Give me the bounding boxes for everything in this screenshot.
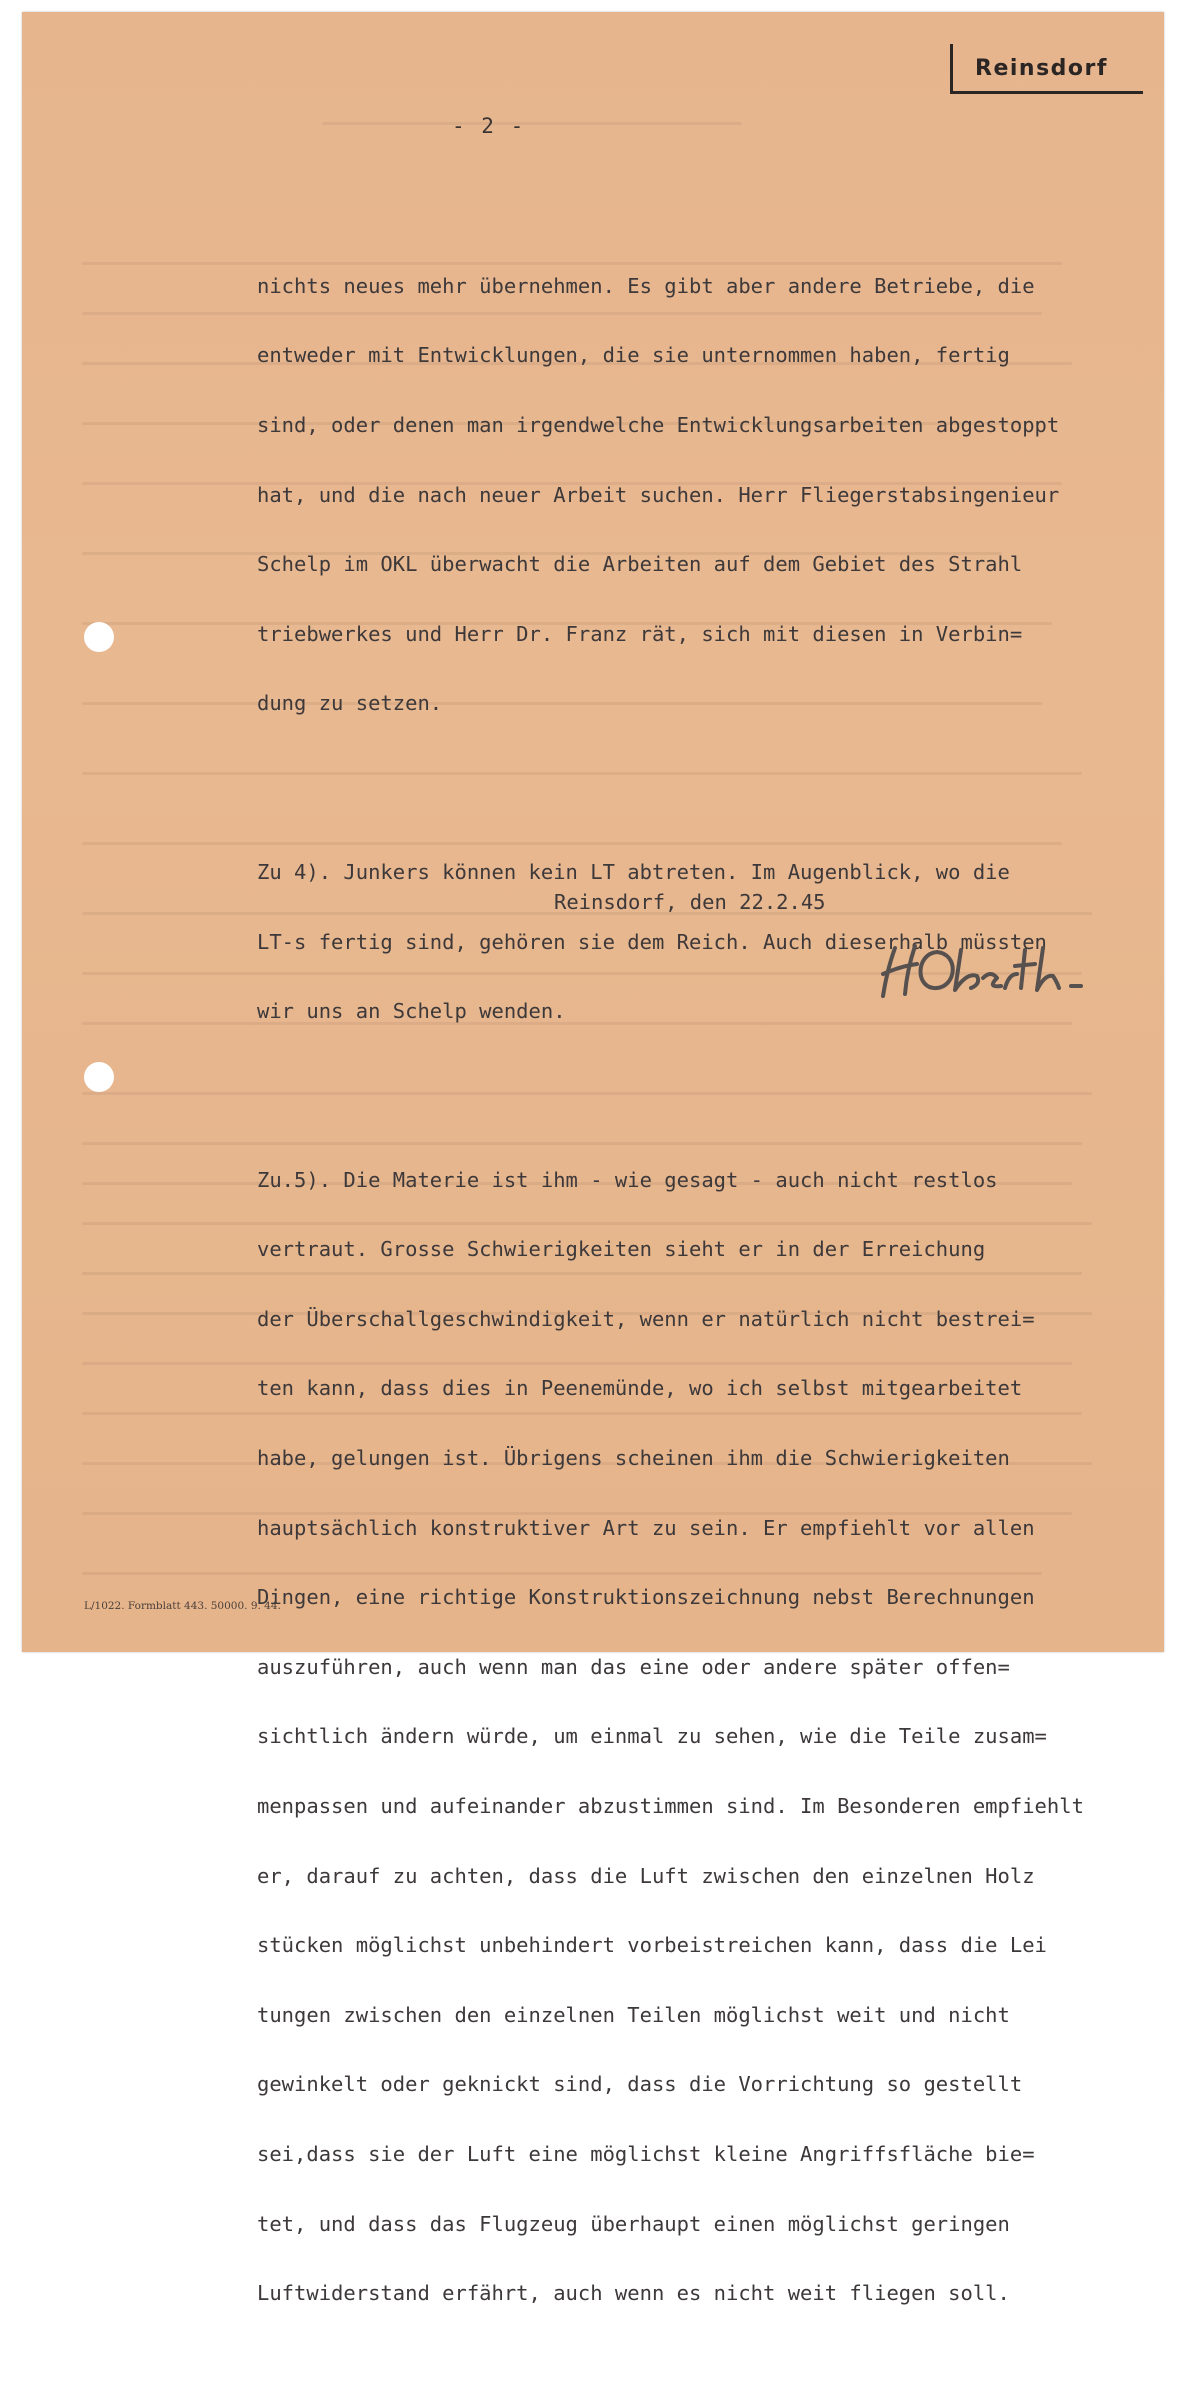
text-line: sichtlich ändern würde, um einmal zu sehen, wie die Teile zusam= <box>257 1724 1047 1749</box>
text-line: dung zu setzen. <box>257 691 443 716</box>
punch-hole-top <box>84 622 114 652</box>
text-line: Zu 4). Junkers können kein LT abtreten. Im Augenblick, wo die <box>257 859 1010 884</box>
text-line: der Überschallgeschwindigkeit, wenn er natürlich nicht bestrei= <box>257 1306 1035 1331</box>
text-line: nichts neues mehr übernehmen. Es gibt aber andere Betriebe, die <box>257 273 1035 298</box>
text-line: tet, und dass das Flugzeug überhaupt einen möglichst geringen <box>257 2211 1010 2236</box>
text-line: stücken möglichst unbehindert vorbeistreichen kann, dass die Lei <box>257 1933 1047 1958</box>
text-line: hat, und die nach neuer Arbeit suchen. Herr Fliegerstabsingenieur <box>257 482 1060 507</box>
text-line: LT-s fertig sind, gehören sie dem Reich. Auch dieserhalb müssten <box>257 929 1047 954</box>
form-number: L/1022. Formblatt 443. 50000. 9. 44. <box>84 1600 281 1612</box>
text-line: sind, oder denen man irgendwelche Entwicklungsarbeiten abgestoppt <box>257 413 1060 438</box>
text-line: wir uns an Schelp wenden. <box>257 999 566 1024</box>
signature-drawing <box>875 930 1115 1010</box>
text-line: auszuführen, auch wenn man das eine oder andere später offen= <box>257 1654 1010 1679</box>
text-line: vertraut. Grosse Schwierigkeiten sieht er in der Erreichung <box>257 1237 986 1262</box>
location-stamp: Reinsdorf <box>950 44 1143 94</box>
text-line: gewinkelt oder geknickt sind, dass die Vorrichtung so gestellt <box>257 2072 1023 2097</box>
text-line: Dingen, eine richtige Konstruktionszeichnung nebst Berechnungen <box>257 1585 1035 1610</box>
text-line: entweder mit Entwicklungen, die sie unternommen haben, fertig <box>257 343 1010 368</box>
text-line: Zu.5). Die Materie ist ihm - wie gesagt - auch nicht restlos <box>257 1167 998 1192</box>
punch-hole-bottom <box>84 1062 114 1092</box>
text-line: habe, gelungen ist. Übrigens scheinen ihm die Schwierigkeiten <box>257 1445 1010 1470</box>
text-line: er, darauf zu achten, dass die Luft zwischen den einzelnen Holz <box>257 1863 1035 1888</box>
page-number: - 2 - <box>452 114 526 138</box>
paragraph <box>257 228 1157 762</box>
text-line: triebwerkes und Herr Dr. Franz rät, sich mit diesen in Verbin= <box>257 621 1023 646</box>
letter-body <box>257 182 1157 2381</box>
text-line: tungen zwischen den einzelnen Teilen möglichst weit und nicht <box>257 2002 1010 2027</box>
handwritten-signature <box>875 930 1115 1014</box>
place-and-date: Reinsdorf, den 22.2.45 <box>554 890 826 914</box>
paragraph <box>257 1122 1157 2352</box>
text-line: Luftwiderstand erfährt, auch wenn es nicht weit fliegen soll. <box>257 2281 1010 2306</box>
text-line: Schelp im OKL überwacht die Arbeiten auf dem Gebiet des Strahl <box>257 552 1023 577</box>
text-line: ten kann, dass dies in Peenemünde, wo ich selbst mitgearbeitet <box>257 1376 1023 1401</box>
text-line: sei,dass sie der Luft eine möglichst kleine Angriffsfläche bie= <box>257 2142 1035 2167</box>
text-line: menpassen und aufeinander abzustimmen sind. Im Besonderen empfiehlt <box>257 1794 1084 1819</box>
text-line: hauptsächlich konstruktiver Art zu sein. Er empfiehlt vor allen <box>257 1515 1035 1540</box>
